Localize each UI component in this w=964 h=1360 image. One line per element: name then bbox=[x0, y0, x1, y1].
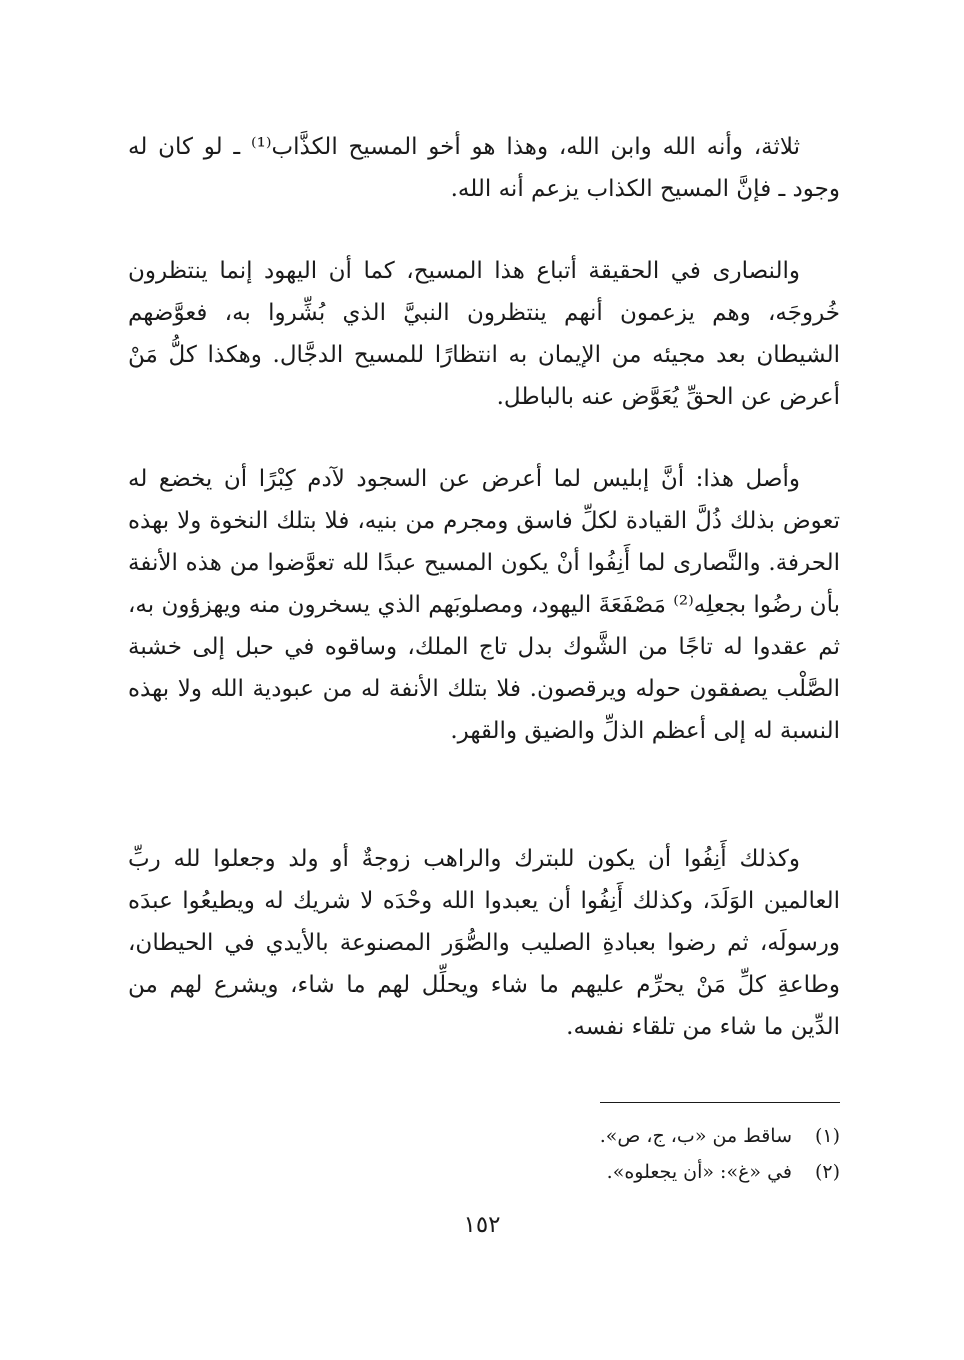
paragraph-3 bbox=[128, 458, 840, 752]
footnote-divider bbox=[600, 1102, 840, 1103]
paragraph-2 bbox=[128, 250, 840, 418]
paragraph-4 bbox=[128, 838, 840, 1048]
paragraph-text: وأصل هذا: أنَّ إبليس لما أعرض عن السجود لآدم كِبْرًا أن يخضع له تعوض بذلك ذُلَّ القيادة لكلِّ فاسق ومجرم من بنيه، فلا بتلك النخوة ولا بهذه الحرفة. والنَّصارى لما أَنِفُوا أنْ يكون المسيح عبدًا لله تعوَّضوا من هذه الأنفة بأن رضُوا بجعلِه⁽²⁾ مَصْفَعَةَ اليهود، ومصلوبَهم الذي يسخرون منه ويهزؤون به، ثم عقدوا له تاجًا من الشَّوك بدل تاج الملك، وساقوه في حبل إلى خشبة الصَّلْب يصفقون حوله ويرقصون. فلا بتلك الأنفة له من عبودية الله ولا بهذه النسبة له إلى أعظم الذلِّ والضيق والقهر. bbox=[128, 466, 840, 744]
paragraph-text: وكذلك أَنِفُوا أن يكون للبترك والراهب زوجةٌ أو ولد وجعلوا لله ربِّ العالمين الوَلَدَ، وكذلك أَنِفُوا أن يعبدوا الله وحْدَه لا شريك له ويطيعُوا عبدَه ورسولَه، ثم رضوا بعبادةِ الصليب والصُّوَر المصنوعة بالأيدي في الحيطان، وطاعةِ كلِّ مَنْ يحرِّم عليهم ما شاء ويحلِّل لهم ما شاء، ويشرع لهم من الدِّين ما شاء من تلقاء نفسه. bbox=[128, 846, 840, 1040]
footnote-1 bbox=[300, 1118, 840, 1154]
footnote-text: في «غ»: «أن يجعلوه». bbox=[606, 1161, 792, 1183]
footnote-text: ساقط من «ب، ج، ص». bbox=[599, 1125, 792, 1147]
footnotes bbox=[300, 1118, 840, 1190]
footnote-2 bbox=[300, 1154, 840, 1190]
paragraph-text: ثلاثة، وأنه الله وابن الله، وهذا هو أخو المسيح الكذَّاب⁽¹⁾ ـ لو كان له وجود ـ فإنَّ المسيح الكذاب يزعم أنه الله. bbox=[128, 134, 840, 202]
footnote-number: (٢) bbox=[814, 1161, 840, 1183]
paragraph-1 bbox=[128, 126, 840, 210]
page-number: ١٥٢ bbox=[463, 1212, 501, 1238]
footnote-number: (١) bbox=[814, 1125, 840, 1147]
paragraph-text: والنصارى في الحقيقة أتباع هذا المسيح، كما أن اليهود إنما ينتظرون خُروجَه، وهم يزعمون أنهم ينتظرون النبيَّ الذي بُشِّروا به، فعوَّضهم الشيطان بعد مجيئه من الإيمان به انتظارًا للمسيح الدجَّال. وهكذا كلُّ مَنْ أعرض عن الحقِّ يُعَوَّض عنه بالباطل. bbox=[128, 258, 840, 410]
